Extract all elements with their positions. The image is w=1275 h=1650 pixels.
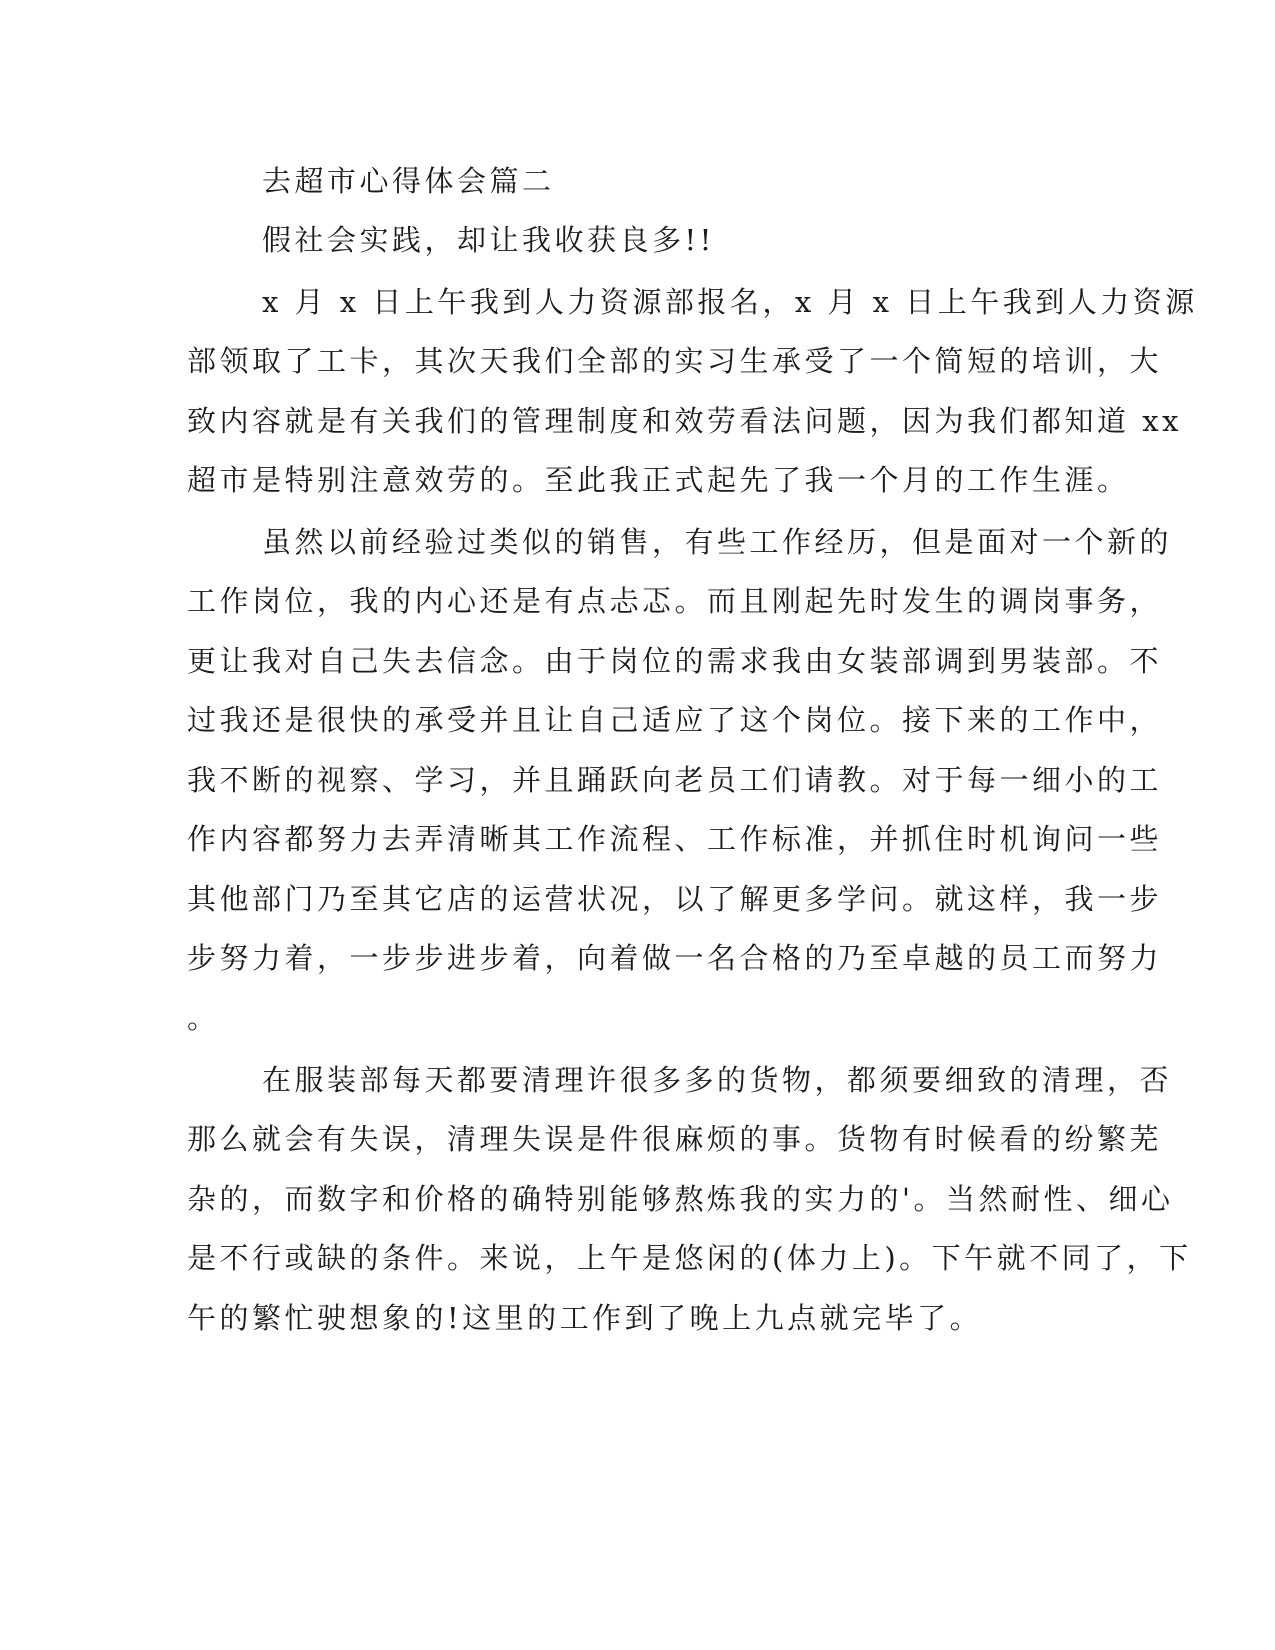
paragraph-2-line-1: 虽然以前经验过类似的销售，有些工作经历，但是面对一个新的 bbox=[262, 525, 1173, 559]
document-title: 去超市心得体会篇二 bbox=[262, 164, 555, 198]
paragraph-1-line-1: x 月 x 日上午我到人力资源部报名，x 月 x 日上午我到人力资源 bbox=[262, 285, 1198, 319]
paragraph-1-line-3: 致内容就是有关我们的管理制度和效劳看法问题，因为我们都知道 xx bbox=[187, 404, 1182, 438]
paragraph-2-line-2: 工作岗位，我的内心还是有点忐忑。而且刚起先时发生的调岗事务， bbox=[187, 584, 1163, 618]
paragraph-3-line-1: 在服装部每天都要清理许很多多的货物，都须要细致的清理，否 bbox=[262, 1063, 1173, 1097]
paragraph-3-line-3: 杂的，而数字和价格的确特别能够熬炼我的实力的'。当然耐性、细心 bbox=[187, 1182, 1174, 1216]
paragraph-2-line-8: 步努力着，一步步进步着，向着做一名合格的乃至卓越的员工而努力 bbox=[187, 941, 1163, 975]
paragraph-3-line-5: 午的繁忙驶想象的!这里的工作到了晚上九点就完毕了。 bbox=[187, 1301, 983, 1335]
paragraph-1-line-4: 超市是特别注意效劳的。至此我正式起先了我一个月的工作生涯。 bbox=[187, 463, 1130, 497]
document-subtitle: 假社会实践，却让我收获良多!! bbox=[262, 223, 715, 257]
paragraph-3-line-2: 那么就会有失误，清理失误是件很麻烦的事。货物有时候看的纷繁芜 bbox=[187, 1122, 1163, 1156]
paragraph-1-line-2: 部领取了工卡，其次天我们全部的实习生承受了一个简短的培训，大 bbox=[187, 344, 1163, 378]
paragraph-2-line-7: 其他部门乃至其它店的运营状况，以了解更多学问。就这样，我一步 bbox=[187, 882, 1163, 916]
paragraph-2-line-5: 我不断的视察、学习，并且踊跃向老员工们请教。对于每一细小的工 bbox=[187, 763, 1163, 797]
paragraph-3-line-4: 是不行或缺的条件。来说，上午是悠闲的(体力上)。下午就不同了，下 bbox=[187, 1241, 1192, 1275]
paragraph-2-line-4: 过我还是很快的承受并且让自己适应了这个岗位。接下来的工作中， bbox=[187, 703, 1163, 737]
paragraph-2-line-9: 。 bbox=[187, 1001, 220, 1035]
paragraph-2-line-6: 作内容都努力去弄清晰其工作流程、工作标准，并抓住时机询问一些 bbox=[187, 822, 1163, 856]
paragraph-2-line-3: 更让我对自己失去信念。由于岗位的需求我由女装部调到男装部。不 bbox=[187, 644, 1163, 678]
